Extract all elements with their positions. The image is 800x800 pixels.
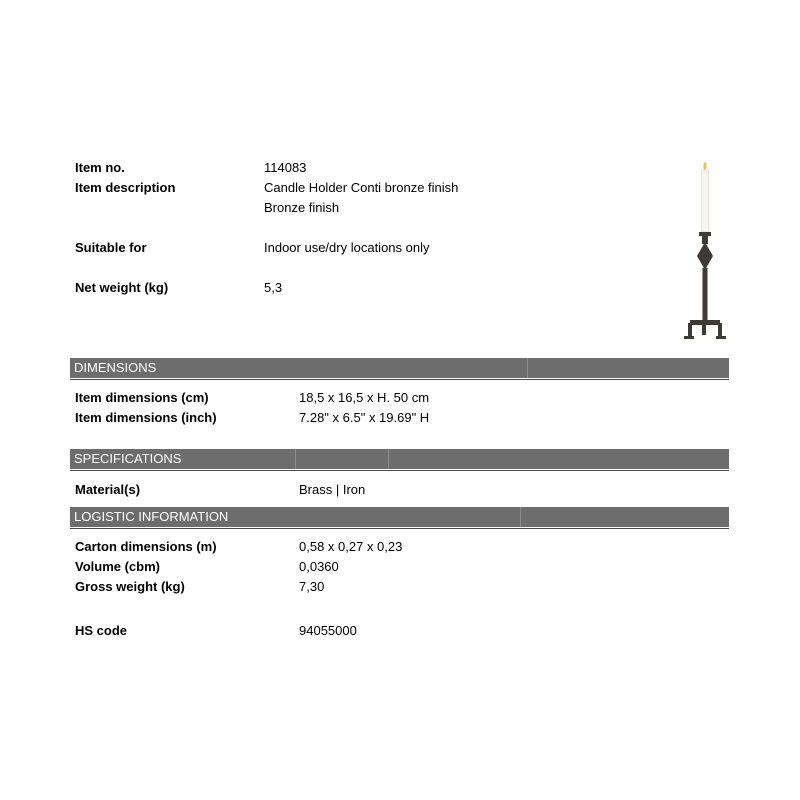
item-description-label: Item description: [75, 180, 176, 195]
dimensions-header-bar: [70, 358, 729, 378]
specifications-header: SPECIFICATIONS: [74, 451, 182, 466]
item-no-label: Item no.: [75, 160, 125, 175]
bar-divider: [527, 358, 528, 378]
carton-dimensions-label: Carton dimensions (m): [75, 539, 217, 554]
candle: [702, 170, 709, 232]
item-dimensions-cm-value: 18,5 x 16,5 x H. 50 cm: [299, 390, 430, 405]
item-description-line2: Bronze finish: [264, 200, 340, 215]
hs-code-value: 94055000: [299, 623, 357, 638]
net-weight-value: 5,3: [264, 280, 283, 295]
holder-body: [684, 232, 726, 339]
dimensions-header: DIMENSIONS: [74, 360, 157, 375]
logistic-header: LOGISTIC INFORMATION: [74, 509, 229, 524]
item-description-line1: Candle Holder Conti bronze finish: [264, 180, 459, 195]
candle-holder-image: [680, 160, 730, 350]
carton-dimensions-value: 0,58 x 0,27 x 0,23: [299, 539, 403, 554]
item-dimensions-inch-label: Item dimensions (inch): [75, 410, 217, 425]
logistic-header-bar: [70, 507, 729, 527]
bar-divider: [520, 507, 521, 527]
gross-weight-value: 7,30: [299, 579, 325, 594]
bar-divider: [295, 449, 296, 469]
gross-weight-label: Gross weight (kg): [75, 579, 185, 594]
bar-divider: [388, 449, 389, 469]
specifications-header-bar: [70, 449, 729, 469]
volume-label: Volume (cbm): [75, 559, 160, 574]
volume-value: 0,0360: [299, 559, 339, 574]
suitable-for-value: Indoor use/dry locations only: [264, 240, 430, 255]
candle-flame-icon: [703, 162, 706, 170]
hs-code-label: HS code: [75, 623, 128, 638]
item-dimensions-inch-value: 7.28" x 6.5" x 19.69" H: [299, 410, 430, 425]
suitable-for-label: Suitable for: [75, 240, 147, 255]
item-dimensions-cm-label: Item dimensions (cm): [75, 390, 209, 405]
item-no-value: 114083: [264, 160, 307, 175]
materials-value: Brass | Iron: [299, 482, 366, 497]
net-weight-label: Net weight (kg): [75, 280, 169, 295]
materials-label: Material(s): [75, 482, 141, 497]
